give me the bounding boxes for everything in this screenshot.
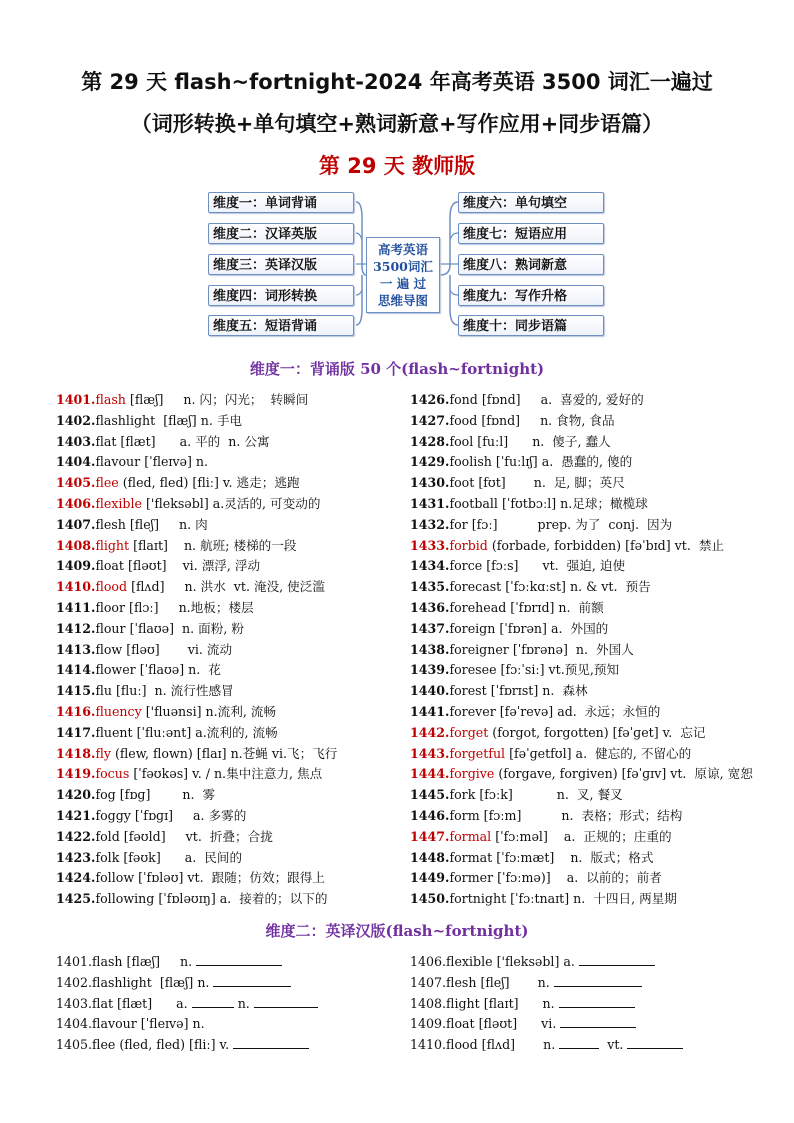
vocab-row	[56, 452, 208, 472]
entry-word: float	[95, 558, 124, 574]
entry-word: flash	[95, 392, 126, 407]
entry-number: 1417.	[56, 724, 96, 740]
answer-blank[interactable]	[196, 953, 282, 966]
entry-number: 1447.	[410, 828, 450, 844]
entry-number: 1404.	[56, 454, 96, 470]
vocab-row	[56, 432, 270, 452]
entry-word: forecast	[449, 579, 502, 595]
entry-number: 1442.	[410, 724, 450, 740]
entry-number: 1431.	[410, 496, 450, 511]
entry-number: 1402.	[56, 412, 96, 428]
entry-word: forbid	[449, 537, 488, 553]
entry-number: 1416.	[56, 704, 96, 719]
section2-heading: 维度二：英译汉版(flash~fortnight)	[265, 922, 529, 940]
exercise-prompt: 1401.flash [flæʃ] n.	[56, 954, 197, 969]
exercise-prompt: 1405.flee (fled, fled) [fliː] v.	[56, 1037, 234, 1053]
entry-number: 1448.	[410, 849, 450, 865]
mind-map-node: 维度六：单句填空	[458, 192, 604, 213]
exercise-row	[56, 1014, 205, 1034]
entry-definition: (flew, flown) [flaɪ] n.苍蝇 vi.飞；飞行	[110, 745, 338, 761]
exercise-row	[56, 1035, 309, 1055]
entry-number: 1444.	[410, 766, 450, 782]
vocab-row	[410, 868, 662, 888]
answer-blank[interactable]	[559, 1036, 599, 1049]
entry-definition: [fɔːˈsiː] vt.预见,预知	[496, 662, 620, 678]
entry-word: follow	[95, 870, 135, 886]
vocab-row	[56, 806, 246, 826]
entry-definition: [fəʊld] vt. 折叠；合拢	[119, 828, 273, 844]
vocab-row	[56, 827, 273, 847]
entry-number: 1436.	[410, 600, 450, 615]
entry-number: 1415.	[56, 683, 96, 699]
entry-definition: [ˈfɒrɪst] n. 森林	[486, 683, 588, 699]
entry-number: 1428.	[410, 433, 450, 449]
mind-map-node: 维度五：短语背诵	[208, 315, 354, 336]
entry-number: 1419.	[56, 766, 96, 782]
entry-number: 1401.	[56, 392, 96, 407]
entry-number: 1407.	[56, 516, 96, 532]
mind-map-node: 维度三：英译汉版	[208, 254, 354, 275]
title-line-1: 第 29 天 flash~fortnight-2024 年高考英语 3500 词汇一遍过	[81, 70, 713, 94]
entry-definition: [ˈfleɪvə] n.	[140, 454, 209, 470]
entry-number: 1430.	[410, 475, 450, 491]
vocab-row	[410, 556, 625, 576]
entry-word: following	[95, 891, 155, 907]
mind-map-node: 维度十：同步语篇	[458, 315, 604, 336]
entry-number: 1405.	[56, 475, 96, 491]
entry-word: forgive	[449, 766, 495, 782]
exercise-row	[410, 994, 635, 1014]
exercise-row	[410, 952, 655, 972]
entry-number: 1409.	[56, 558, 96, 574]
exercise-row	[56, 994, 318, 1014]
exercise-row	[56, 973, 291, 993]
entry-word: former	[449, 870, 494, 886]
entry-definition: [ˈfɒləʊɪŋ] a. 接着的；以下的	[154, 891, 328, 907]
vocab-row	[56, 640, 232, 660]
entry-word: fork	[449, 787, 476, 803]
vocab-row	[56, 536, 296, 556]
entry-definition: [fləʊt] vi. 漂浮, 浮动	[124, 558, 261, 574]
entry-definition: [flæʃ] n. 手电	[155, 412, 243, 428]
mind-map-node: 维度二：汉译英版	[208, 223, 354, 244]
exercise-row	[56, 952, 282, 972]
entry-word: fold	[95, 828, 120, 844]
entry-word: for	[449, 516, 468, 532]
entry-number: 1420.	[56, 787, 96, 803]
title-line-2: （词形转换+单句填空+熟词新意+写作应用+同步语篇）	[130, 112, 664, 136]
mind-map-node: 维度四：词形转换	[208, 285, 354, 306]
entry-definition: [flæʃ] n. 闪；闪光； 转瞬间	[125, 392, 309, 407]
entry-number: 1438.	[410, 641, 450, 657]
entry-number: 1408.	[56, 537, 96, 553]
entry-word: flood	[95, 579, 128, 595]
entry-number: 1439.	[410, 662, 450, 678]
entry-word: fortnight	[449, 891, 507, 907]
vocab-row	[410, 848, 653, 868]
entry-definition: (fled, fled) [fliː] v. 逃走；逃跑	[118, 475, 300, 491]
exercise-pos-label: n.	[233, 995, 254, 1011]
entry-number: 1427.	[410, 412, 450, 428]
vocab-row	[410, 390, 644, 410]
entry-word: forehead	[449, 600, 507, 615]
vocab-row	[56, 744, 337, 764]
entry-word: fluent	[95, 724, 133, 740]
vocab-row	[410, 515, 672, 535]
entry-number: 1413.	[56, 641, 96, 657]
vocab-row	[410, 640, 634, 660]
entry-word: flee	[95, 475, 119, 491]
exercise-row	[410, 1035, 683, 1055]
vocab-row	[410, 411, 615, 431]
vocab-row	[410, 536, 724, 556]
entry-number: 1425.	[56, 891, 96, 907]
entry-word: foreign	[449, 620, 496, 636]
entry-word: flesh	[95, 516, 126, 532]
entry-number: 1435.	[410, 579, 450, 595]
vocab-row	[56, 848, 242, 868]
entry-definition: [flɔː] n.地板；楼层	[125, 600, 254, 615]
entry-definition: [ˈfəʊkəs] v. / n.集中注意力, 焦点	[129, 766, 323, 782]
answer-blank[interactable]	[560, 1015, 636, 1028]
answer-blank[interactable]	[213, 974, 291, 987]
vocab-row	[56, 702, 276, 722]
entry-number: 1403.	[56, 433, 96, 449]
entry-word: forever	[449, 704, 496, 719]
exercise-pos-label: vt.	[599, 1037, 628, 1053]
entry-word: formal	[449, 828, 492, 844]
entry-word: flashlight	[95, 412, 156, 428]
entry-definition: [ˈfɔːmə)] a. 以前的；前者	[493, 870, 662, 886]
entry-word: fly	[95, 745, 111, 761]
vocab-row	[56, 889, 327, 909]
mind-map-node: 维度八：熟词新意	[458, 254, 604, 275]
exercise-row	[410, 1014, 636, 1034]
entry-number: 1422.	[56, 828, 96, 844]
exercise-prompt: 1406.flexible ['fleksəbl] a.	[410, 954, 579, 969]
entry-definition: (forgot, forgotten) [fəˈɡet] v. 忘记	[488, 724, 706, 740]
vocab-row	[410, 473, 625, 493]
vocab-row	[410, 619, 608, 639]
center-line: 一 遍 过	[379, 276, 427, 291]
vocab-row	[410, 889, 677, 909]
vocab-row	[410, 702, 660, 722]
entry-number: 1421.	[56, 808, 96, 823]
vocab-row	[56, 764, 322, 784]
answer-blank[interactable]	[559, 995, 635, 1008]
vocab-row	[410, 764, 753, 784]
entry-number: 1437.	[410, 620, 450, 636]
mind-map-center	[366, 237, 440, 313]
entry-definition: [fəʊk] a. 民间的	[119, 849, 243, 865]
entry-number: 1432.	[410, 516, 450, 532]
answer-blank[interactable]	[192, 995, 234, 1008]
entry-word: flower	[95, 662, 136, 678]
entry-definition: [ˈfɒrən] a. 外国的	[495, 620, 609, 636]
entry-word: focus	[95, 766, 130, 782]
entry-word: floor	[95, 600, 126, 615]
entry-definition: [fləʊ] vi. 流动	[122, 641, 233, 657]
entry-word: fool	[449, 433, 474, 449]
vocab-row	[410, 785, 623, 805]
exercise-row	[410, 973, 642, 993]
center-line: 3500词汇	[373, 259, 433, 274]
answer-blank[interactable]	[579, 953, 655, 966]
entry-word: flight	[95, 537, 130, 553]
entry-definition: [ˈfɒləʊ] vt. 跟随；仿效；跟得上	[134, 870, 325, 886]
entry-definition: [fɒnd] a. 喜爱的, 爱好的	[477, 392, 644, 407]
entry-definition: [ˈfɔːtnaɪt] n. 十四日, 两星期	[506, 891, 677, 907]
entry-definition: [fɒɡ] n. 雾	[115, 787, 216, 803]
mind-map-node: 维度一：单词背诵	[208, 192, 354, 213]
entry-definition: [ˈfɒɡɪ] a. 多雾的	[130, 808, 247, 823]
entry-number: 1406.	[56, 496, 96, 511]
entry-number: 1441.	[410, 704, 450, 719]
entry-definition: [ˈfluːənt] a.流利的, 流畅	[132, 724, 278, 740]
entry-word: flavour	[95, 454, 141, 470]
entry-definition: [fɔːk] n. 叉, 餐叉	[475, 787, 623, 803]
entry-word: flu	[95, 683, 112, 699]
entry-definition: [fuːl] n. 傻子, 蠢人	[473, 433, 611, 449]
entry-definition: [flaɪt] n. 航班; 楼梯的一段	[129, 537, 297, 553]
entry-number: 1446.	[410, 808, 450, 823]
entry-number: 1429.	[410, 454, 450, 470]
entry-number: 1440.	[410, 683, 450, 699]
vocab-row	[56, 868, 325, 888]
entry-definition: [ˈfɔːkɑːst] n. & vt. 预告	[501, 579, 651, 595]
answer-blank[interactable]	[254, 995, 318, 1008]
entry-word: forget	[449, 724, 489, 740]
exercise-prompt: 1410.flood [flʌd] n.	[410, 1037, 560, 1053]
vocab-row	[410, 452, 632, 472]
entry-number: 1426.	[410, 392, 450, 407]
entry-number: 1449.	[410, 870, 450, 886]
entry-word: foolish	[449, 454, 492, 470]
vocab-row	[56, 785, 215, 805]
section1-heading: 维度一：背诵版 50 个(flash~fortnight)	[249, 360, 545, 378]
entry-word: fluency	[95, 704, 142, 719]
entry-definition: [flæt] a. 平的 n. 公寓	[116, 433, 270, 449]
center-line: 高考英语	[377, 242, 428, 257]
entry-number: 1412.	[56, 620, 96, 636]
entry-word: football	[449, 496, 498, 511]
entry-word: foreigner	[449, 641, 509, 657]
entry-number: 1443.	[410, 745, 450, 761]
vocab-row	[56, 411, 242, 431]
vocab-row	[410, 432, 611, 452]
entry-number: 1424.	[56, 870, 96, 886]
entry-number: 1450.	[410, 891, 450, 907]
entry-word: folk	[95, 849, 120, 865]
exercise-prompt: 1403.flat [flæt] a.	[56, 995, 192, 1011]
entry-number: 1418.	[56, 745, 96, 761]
entry-definition: [fɔːs] vt. 强迫, 迫使	[482, 558, 626, 574]
vocab-row	[410, 827, 672, 847]
entry-definition: [ˈfʊtbɔːl] n.足球；橄榄球	[497, 496, 648, 511]
vocab-row	[410, 660, 619, 680]
entry-number: 1410.	[56, 579, 96, 595]
entry-word: flexible	[95, 496, 142, 511]
vocab-row	[410, 806, 682, 826]
entry-number: 1411.	[56, 600, 96, 615]
entry-definition: [ˈfuːlɪʃ] a. 愚蠢的, 傻的	[491, 454, 633, 470]
entry-definition: [fʊt] n. 足, 脚；英尺	[474, 475, 625, 491]
entry-definition: [fɒnd] n. 食物, 食品	[477, 412, 615, 428]
entry-word: foresee	[449, 662, 497, 678]
mind-map-node: 维度九：写作升格	[458, 285, 604, 306]
vocab-row	[56, 473, 300, 493]
entry-definition: [ˈfɔːmæt] n. 版式；格式	[492, 849, 654, 865]
entry-definition: [fɔːm] n. 表格；形式；结构	[479, 808, 683, 823]
entry-word: force	[449, 558, 483, 574]
entry-word: food	[449, 412, 478, 428]
answer-blank[interactable]	[627, 1036, 683, 1049]
title-line-3: 第 29 天 教师版	[318, 154, 476, 178]
entry-word: flour	[95, 620, 126, 636]
entry-definition: (forgave, forgiven) [fəˈɡɪv] vt. 原谅, 宽恕	[494, 766, 753, 782]
entry-definition: (forbade, forbidden) [fəˈbɪd] vt. 禁止	[487, 537, 725, 553]
center-line: 思维导图	[377, 293, 428, 308]
vocab-row	[56, 598, 254, 618]
vocab-row	[410, 494, 648, 514]
entry-definition: [fluː] n. 流行性感冒	[111, 683, 234, 699]
exercise-prompt: 1408.flight [flaɪt] n.	[410, 995, 559, 1011]
entry-definition: [fɔː] prep. 为了 conj. 因为	[467, 516, 673, 532]
vocab-row	[410, 723, 705, 743]
entry-word: foggy	[95, 808, 131, 823]
entry-word: form	[449, 808, 480, 823]
entry-number: 1434.	[410, 558, 450, 574]
entry-definition: ['fleksəbl] a.灵活的, 可变动的	[141, 496, 321, 511]
entry-number: 1423.	[56, 849, 96, 865]
entry-definition: [ˈfɔːməl] a. 正规的；庄重的	[491, 828, 672, 844]
exercise-prompt: 1409.float [fləʊt] vi.	[410, 1016, 561, 1032]
entry-definition: [fəˈɡetfʊl] a. 健忘的, 不留心的	[505, 745, 692, 761]
vocab-row	[56, 577, 325, 597]
vocab-row	[410, 681, 588, 701]
vocab-row	[56, 494, 320, 514]
entry-definition: [ˈfɒrənə] n. 外国人	[508, 641, 634, 657]
entry-word: flat	[95, 433, 117, 449]
vocab-row	[56, 723, 278, 743]
entry-definition: [flʌd] n. 洪水 vt. 淹没, 使泛滥	[127, 579, 325, 595]
entry-definition: ['fluənsi] n.流利, 流畅	[141, 704, 277, 719]
entry-word: fond	[449, 392, 478, 407]
entry-number: 1433.	[410, 537, 450, 553]
vocab-row	[56, 556, 260, 576]
exercise-prompt: 1402.flashlight [flæʃ] n.	[56, 974, 214, 990]
entry-word: forest	[449, 683, 487, 699]
answer-blank[interactable]	[554, 974, 642, 987]
vocab-row	[56, 660, 221, 680]
vocab-row	[410, 577, 651, 597]
exercise-prompt: 1404.flavour [ˈfleɪvə] n.	[56, 1016, 205, 1032]
entry-definition: [fəˈrevə] ad. 永远；永恒的	[495, 704, 661, 719]
vocab-row	[410, 598, 604, 618]
vocab-row	[56, 619, 244, 639]
exercise-prompt: 1407.flesh [fleʃ] n.	[410, 974, 554, 990]
vocab-row	[56, 681, 234, 701]
entry-definition: [fleʃ] n. 肉	[125, 516, 208, 532]
mind-map-node: 维度七：短语应用	[458, 223, 604, 244]
vocab-row	[56, 390, 308, 410]
vocab-row	[56, 515, 208, 535]
entry-definition: [ˈflaʊə] n. 花	[135, 662, 221, 678]
entry-number: 1445.	[410, 787, 450, 803]
entry-word: forgetful	[449, 745, 506, 761]
vocab-row	[410, 744, 691, 764]
entry-word: foot	[449, 475, 475, 491]
answer-blank[interactable]	[233, 1036, 309, 1049]
entry-definition: [ˈflaʊə] n. 面粉, 粉	[125, 620, 244, 636]
entry-word: fog	[95, 787, 116, 803]
entry-number: 1414.	[56, 662, 96, 678]
entry-definition: [ˈfɒrɪd] n. 前额	[506, 600, 604, 615]
entry-word: format	[449, 849, 493, 865]
entry-word: flow	[95, 641, 123, 657]
